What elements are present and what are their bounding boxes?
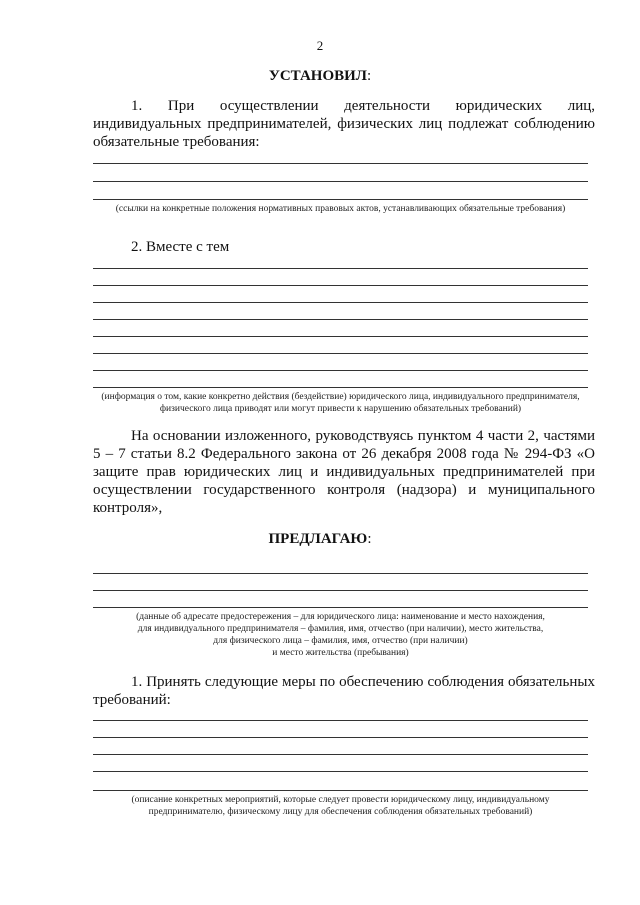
fill-line <box>93 268 588 269</box>
note-addressee <box>93 611 588 659</box>
note-addressee-line: (данные об адресате предостережения – для юридического лица: наименование и место нахождения, <box>136 612 545 622</box>
fill-line <box>93 370 588 371</box>
paragraph-however: 2. Вместе с тем <box>131 239 230 255</box>
fill-line <box>93 573 588 574</box>
heading-established-text: УСТАНОВИЛ <box>268 68 367 84</box>
fill-line <box>93 720 588 721</box>
fill-line <box>93 336 588 337</box>
heading-propose-text: ПРЕДЛАГАЮ <box>268 531 368 547</box>
fill-line <box>93 353 588 354</box>
heading-propose <box>0 531 640 548</box>
note-addressee-line: и место жительства (пребывания) <box>272 648 409 658</box>
fill-line <box>93 199 588 200</box>
note-measures: (описание конкретных мероприятий, которые следует провести юридическому лицу, индивидуальному предпринимателю, физическому лицу для обеспечения соблюдения обязательных требований) <box>131 795 550 817</box>
fill-line <box>93 590 588 591</box>
fill-line <box>93 790 588 791</box>
fill-line <box>93 181 588 182</box>
fill-line <box>93 285 588 286</box>
note-violations: (информация о том, какие конкретно действия (бездействие) юридического лица, индивидуального предпринимателя, физического лица приводят или могут привести к нарушению обязательных требований) <box>101 392 580 414</box>
heading-established-colon: : <box>366 68 372 84</box>
fill-line <box>93 607 588 608</box>
fill-line <box>93 771 588 772</box>
fill-line <box>93 754 588 755</box>
paragraph-requirements: 1. При осуществлении деятельности юридических лиц, индивидуальных предпринимателей, физических лиц подлежат соблюдению обязательные требования: <box>93 98 595 150</box>
fill-line <box>93 387 588 388</box>
fill-line <box>93 302 588 303</box>
note-addressee-line: для физического лица – фамилия, имя, отчество (при наличии) <box>213 636 468 646</box>
heading-established <box>0 68 640 85</box>
paragraph-legal-basis: На основании изложенного, руководствуясь пунктом 4 части 2, частями 5 – 7 статьи 8.2 Федерального закона от 26 декабря 2008 года № 294-ФЗ «О защите прав юридических лиц и индивидуальных предпринимателей при осуществлении государственного контроля (надзора) и муниципального контроля», <box>93 428 595 516</box>
fill-line <box>93 319 588 320</box>
page-number: 2 <box>316 38 324 53</box>
heading-propose-colon: : <box>367 531 372 547</box>
note-addressee-line: для индивидуального предпринимателя – фамилия, имя, отчество (при наличии), место жительства, <box>137 624 544 634</box>
fill-line <box>93 163 588 164</box>
fill-line <box>93 737 588 738</box>
paragraph-measures: 1. Принять следующие меры по обеспечению соблюдения обязательных требований: <box>93 674 595 708</box>
note-legal-refs: (ссылки на конкретные положения нормативных правовых актов, устанавливающих обязательные требования) <box>115 204 566 214</box>
